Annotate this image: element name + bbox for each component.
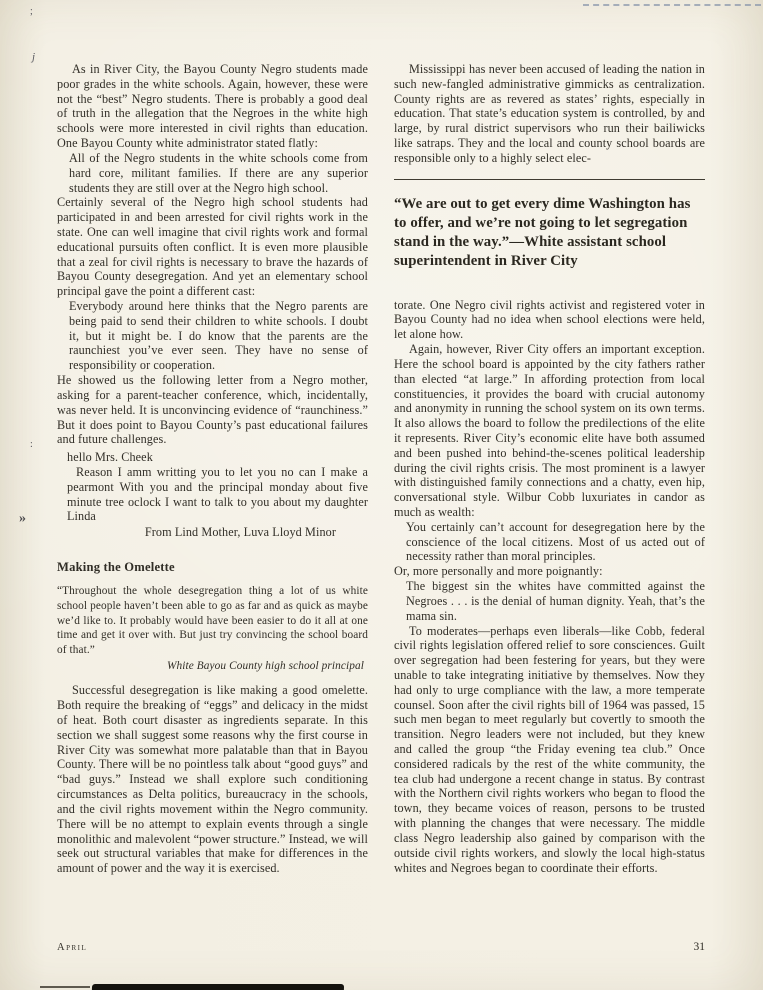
- block-quote: All of the Negro students in the white schools come from hard core, militant families. If there are any superior students they are still over at the Negro high school.: [69, 150, 368, 195]
- page-body: [57, 62, 705, 876]
- letter-salutation: hello Mrs. Cheek: [67, 450, 153, 465]
- block-quote: You certainly can’t account for desegregation here by the conscience of the local citizens. Most of us acted out of necessity rather than moral principles.: [406, 519, 705, 564]
- paragraph: Successful desegregation is like making a good omelette. Both require the breaking of “eggs” and delicacy in the midst of heat. Both court disaster as ingredients separate. In this section we shall suggest some reasons why the first course in River City was somewhat more palatable than that in Bayou County. There will be no pointless talk about “good guys” and “bad guys.” Instead we shall explore such conditioning circumstances as Delta politics, bureaucracy in the schools, and the civil rights movement within the Negro community. There will be no attempt to explain events through a single monolithic and malevolent “power structure.” Instead, we will seek out structural variables that make for differences in the amount of power and the way it is exercised.: [57, 683, 368, 876]
- left-column: [57, 62, 368, 876]
- block-quote: Everybody around here thinks that the Negro parents are being paid to send their children to white schools. I doubt it, but it might be. I do know that the parents are the raunchiest you’ve ever seen. They have no sense of responsibility or cooperation.: [69, 299, 368, 373]
- scan-artifact-bottom-smudge: [92, 984, 344, 990]
- letter-excerpt: [67, 450, 368, 540]
- horizontal-rule: [394, 179, 705, 180]
- pull-quote: “We are out to get every dime Washington has to offer, and we’re not going to let segregation stand in the way.”—White assistant school superintendent in River City: [394, 195, 691, 270]
- epigraph-attribution: White Bayou County high school principal: [167, 659, 364, 672]
- scan-artifact-mark: »: [19, 511, 26, 526]
- page-footer: [57, 941, 705, 953]
- paragraph: He showed us the following letter from a Negro mother, asking for a parent-teacher conference, which, incidentally, was never held. It is unconvincing evidence of “raunchiness.” But it does point to Bayou County’s past educational failures and future challenges.: [57, 373, 368, 447]
- block-quote: The biggest sin the whites have committed against the Negroes . . . is the denial of human dignity. Yeah, that’s the mama sin.: [406, 579, 705, 623]
- scan-artifact-dotted-line: [583, 4, 761, 6]
- paragraph: torate. One Negro civil rights activist and registered voter in Bayou County had no idea when school elections were held, let alone how.: [394, 297, 705, 342]
- letter-body: Reason I amm writting you to let you no can I make a pearmont With you and the principal monday about five minute tree oclock I want to talk to you about my daughter Linda: [67, 464, 368, 524]
- right-column: [394, 62, 705, 876]
- paragraph: Again, however, River City offers an important exception. Here the school board is appointed by the city fathers rather than elected “at large.” In affording protection from local constituencies, it provides the board with crucial autonomy and anonymity in running the school system on its own terms. It also allows the board to follow the predilections of the elite it represents. River City’s economic elite have both assumed and been pushed into behind-the-scenes political leadership during the civil rights crisis. The most prominent is a lawyer with distinguished family connections and a chatty, even hip, conversational style. Wilbur Cobb luxuriates in candor as much as wealth:: [394, 342, 705, 519]
- paragraph: As in River City, the Bayou County Negro students made poor grades in the white schools. Again, however, these were not the “best” Negro students. There is probably a good deal of truth in the allegation that the Negroes in the white high schools were more interested in civil rights than education. One Bayou County white administrator stated flatly:: [57, 62, 368, 151]
- letter-signature: From Lind Mother, Luva Lloyd Minor: [144, 525, 336, 540]
- paragraph: Mississippi has never been accused of leading the nation in such new-fangled administrative gimmicks as centralization. County rights are as revered as states’ rights, especially in education. That state’s education system is controlled, by and large, by rural district supervisors who run their bailiwicks like satraps. They and the local and county school boards are responsible only to a highly select elec-: [394, 62, 705, 165]
- scan-artifact-bottom-line: [40, 986, 90, 988]
- paragraph: Or, more personally and more poignantly:: [394, 564, 603, 579]
- scan-artifact-mark: j: [32, 51, 36, 63]
- scan-artifact-mark: ;: [30, 6, 33, 17]
- paragraph: Certainly several of the Negro high school students had participated in and been arrested for civil rights work in the state. One can well imagine that civil rights work and formal educational pursuits often conflict. It is even more plausible that a zeal for civil rights is necessary to brave the hazards of Bayou County desegregation. And yet an elementary school principal gave the point a different cast:: [57, 195, 368, 299]
- epigraph-quote: “Throughout the whole desegregation thing a lot of us white school people haven’t been able to go as far and as quick as maybe we’d like to. It probably would have been easier to do it all at one time and get it over with. But just try convincing the school board of that.”: [57, 585, 368, 656]
- scan-artifact-mark: :: [30, 439, 33, 450]
- section-heading: Making the Omelette: [57, 560, 175, 574]
- paragraph: To moderates—perhaps even liberals—like Cobb, federal civil rights legislation offered relief to sore consciences. Guilt over segregation had been festering for years, but they were unable to take integrating initiative by themselves. Now they had only to urge compliance with the law, a more temperate counsel. Soon after the civil rights bill of 1964 was passed, 15 such men began to meet regularly but covertly to smooth the transition. Negro leaders were not included, but they knew and called the group “the Friday evening tea club.” Once considered radicals by the rest of the white community, the tea club had undergone a recent change in status. By contrast with the Northern civil rights workers who began to flood the town, they became voices of reason, persons to be trusted with planning the changes that were necessary. The middle class Negro leadership also gained by comparison with the outside civil rights workers, and slowly the local high-status whites and Negroes began to coordinate their efforts.: [394, 623, 705, 875]
- running-footer-month: April: [57, 942, 88, 953]
- page-number: 31: [693, 941, 705, 953]
